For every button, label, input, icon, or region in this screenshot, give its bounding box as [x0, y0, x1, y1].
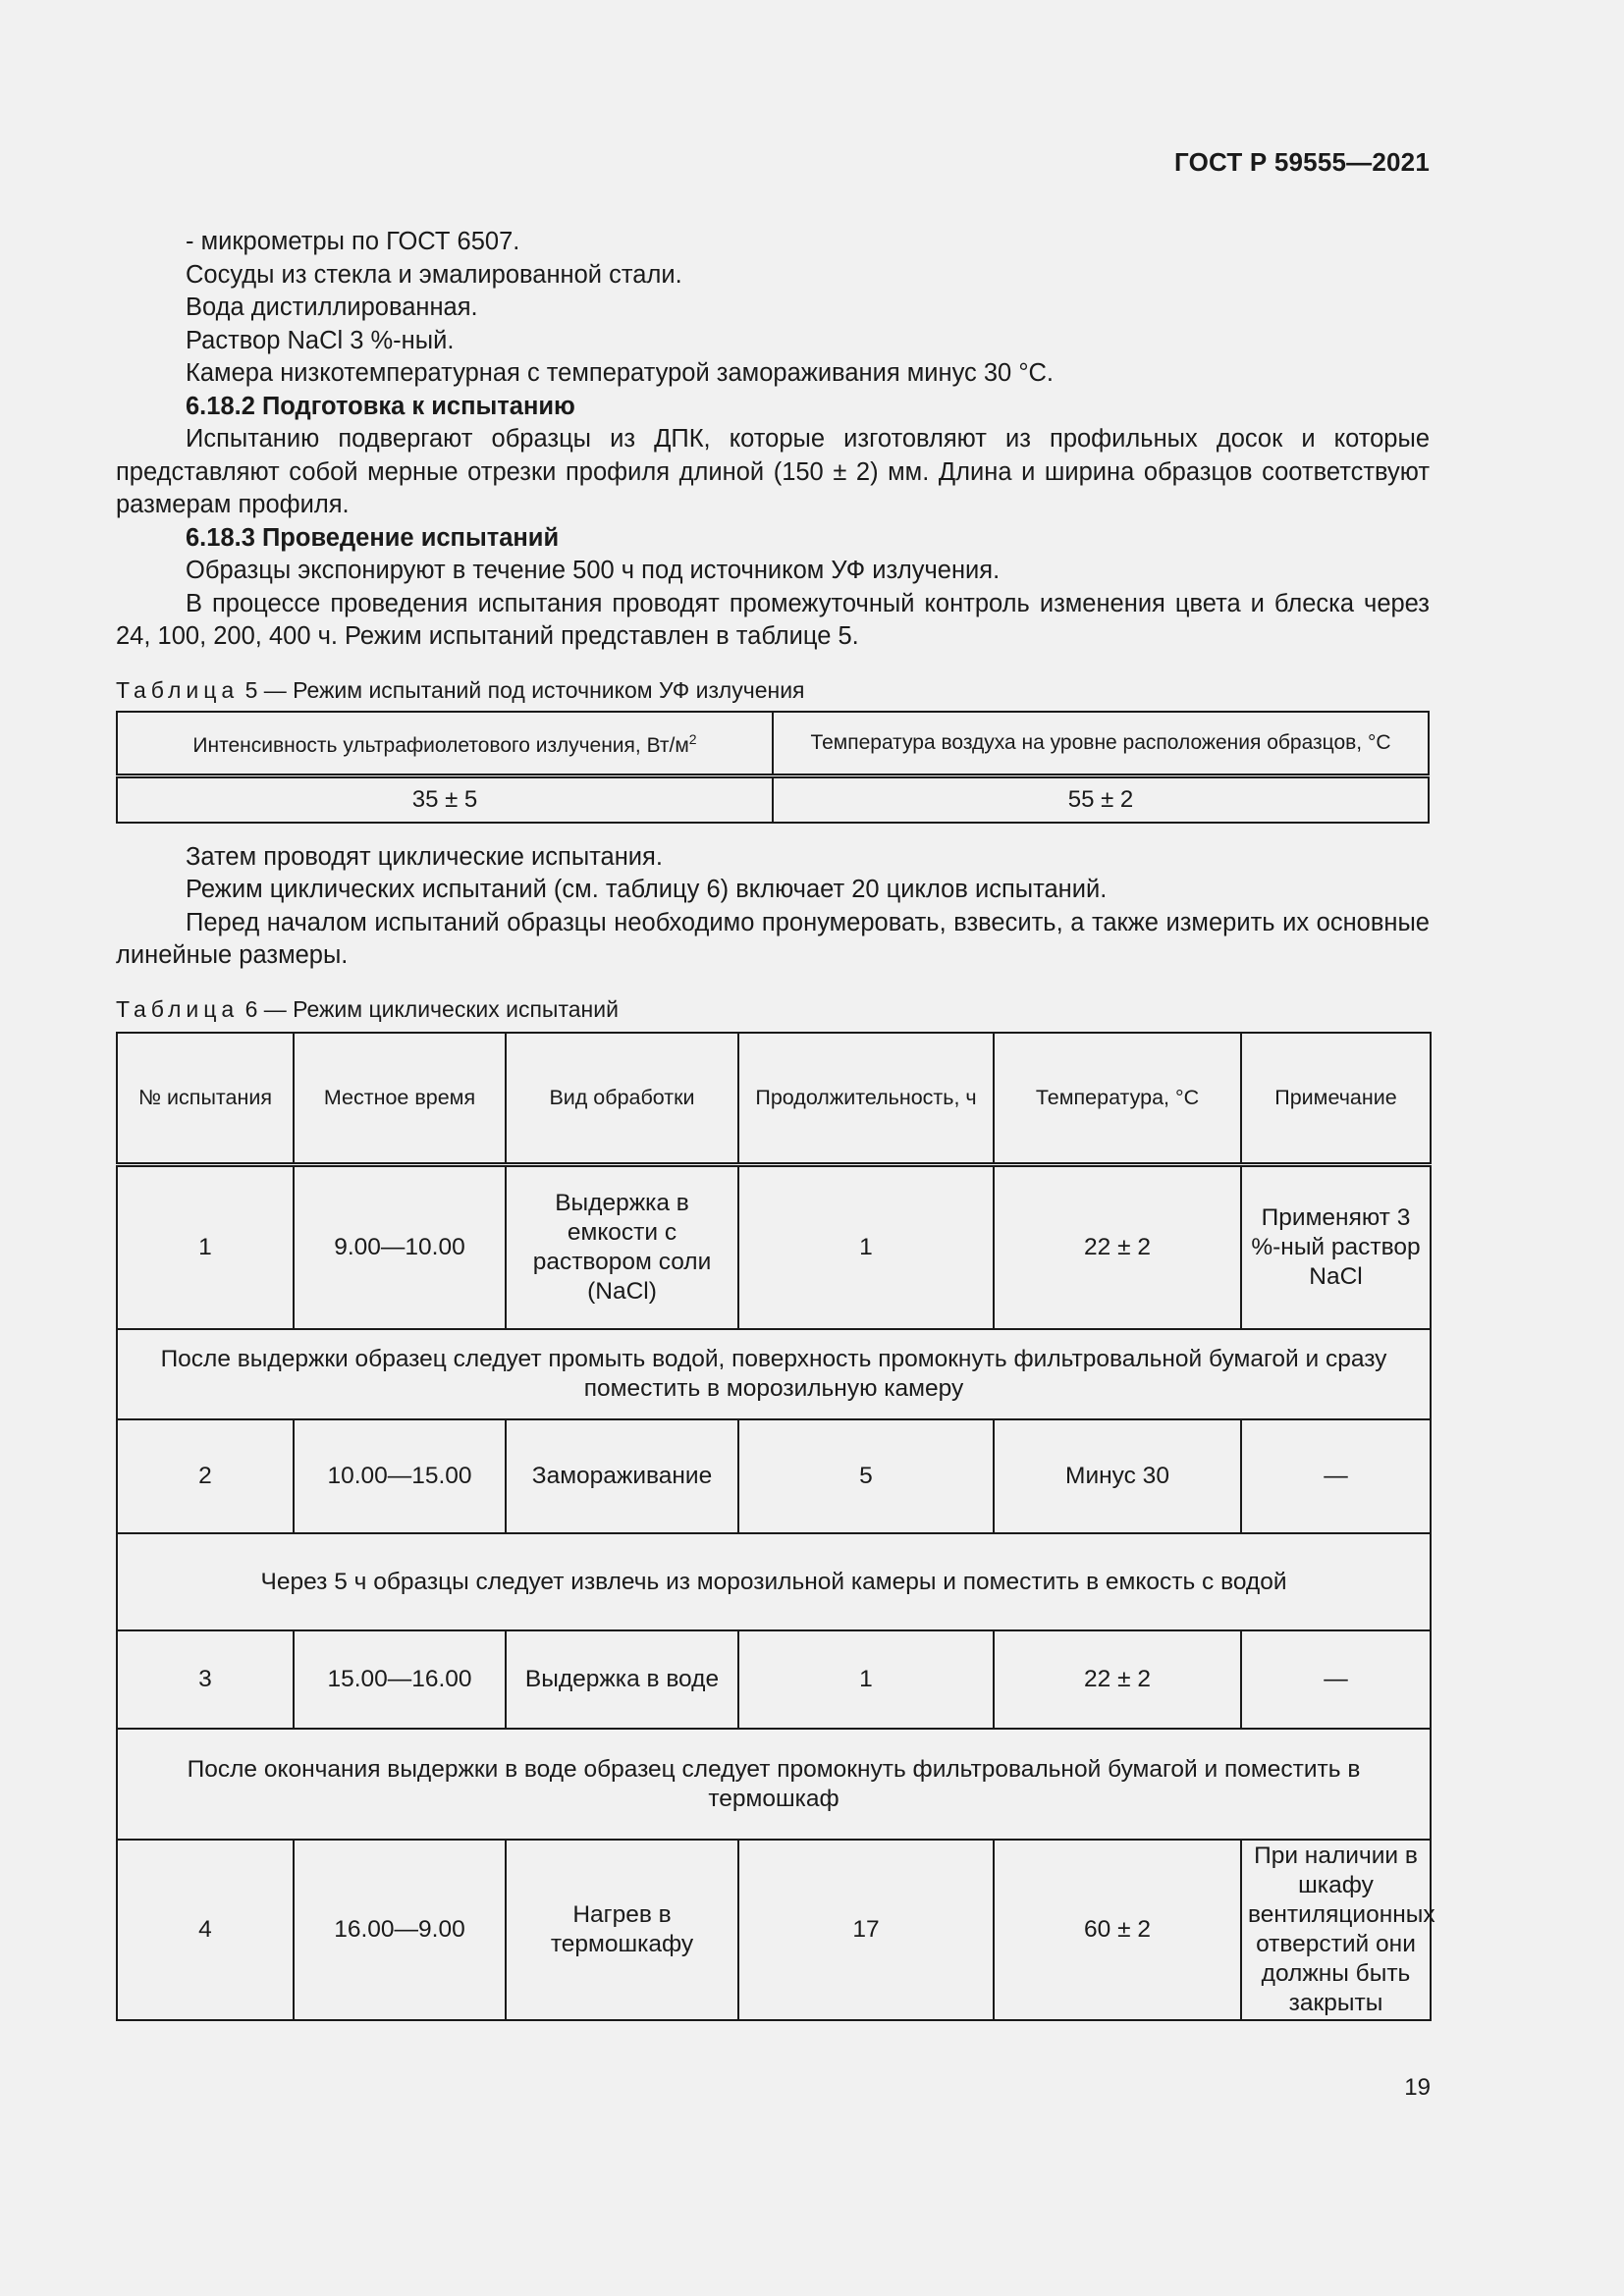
table6-cell: 22 ± 2 — [994, 1164, 1241, 1329]
table6-cell: 2 — [117, 1419, 294, 1533]
table6-header-duration: Продолжительность, ч — [738, 1033, 994, 1165]
table-row — [117, 1419, 1431, 1533]
table-row — [117, 1164, 1431, 1329]
paragraph: Раствор NaCl 3 %-ный. — [186, 326, 455, 354]
table6-cell: Применяют 3 %-ный раствор NaCl — [1241, 1164, 1431, 1329]
table-row — [117, 1329, 1431, 1419]
paragraph: Перед началом испытаний образцы необходимо пронумеровать, взвесить, а также измерить их основные линейные размеры. — [116, 908, 1430, 969]
table6-header-number: № испытания — [117, 1033, 294, 1165]
table6-cell: 1 — [738, 1164, 994, 1329]
table6-header-time: Местное время — [294, 1033, 506, 1165]
table6-cell: 3 — [117, 1630, 294, 1729]
table6-cell: 17 — [738, 1840, 994, 2020]
table6-cell: Нагрев в термошкафу — [506, 1840, 738, 2020]
table6-cell: — — [1241, 1630, 1431, 1729]
table6-header-note: Примечание — [1241, 1033, 1431, 1165]
table6-cell: 4 — [117, 1840, 294, 2020]
table6-cell: 1 — [117, 1164, 294, 1329]
page-number: 19 — [1404, 2074, 1431, 2101]
table5 — [116, 711, 1430, 824]
table6-cell: Минус 30 — [994, 1419, 1241, 1533]
paragraph: Испытанию подвергают образцы из ДПК, которые изготовляют из профильных досок и которые представляют собой мерные отрезки профиля длиной (150 ± 2) мм. Длина и ширина образцов соответствуют размерам профиля. — [116, 425, 1430, 518]
table6-cell: 60 ± 2 — [994, 1840, 1241, 2020]
table5-caption: Таблица 5 — Режим испытаний под источником УФ излучения — [116, 676, 805, 703]
table6-note-row: Через 5 ч образцы следует извлечь из морозильной камеры и поместить в емкость с водой — [117, 1533, 1431, 1630]
paragraph: Сосуды из стекла и эмалированной стали. — [186, 260, 682, 289]
paragraph: - микрометры по ГОСТ 6507. — [186, 228, 520, 255]
table6-cell: 5 — [738, 1419, 994, 1533]
table6-cell: Замораживание — [506, 1419, 738, 1533]
paragraph: Затем проводят циклические испытания. — [186, 842, 663, 871]
table6-note-row: После выдержки образец следует промыть водой, поверхность промокнуть фильтровальной бумагой и сразу поместить в морозильную камеру — [117, 1329, 1431, 1419]
table6-cell: Выдержка в воде — [506, 1630, 738, 1729]
table-row — [117, 1533, 1431, 1630]
table5-header-temperature: Температура воздуха на уровне расположения образцов, °С — [773, 712, 1429, 776]
table6-cell: Выдержка в емкости с раствором соли (NaCl) — [506, 1164, 738, 1329]
table6-cell: 9.00—10.00 — [294, 1164, 506, 1329]
section-heading-6-18-3: 6.18.3 Проведение испытаний — [186, 523, 560, 552]
table6-caption: Таблица 6 — Режим циклических испытаний — [116, 995, 619, 1022]
paragraph: Режим циклических испытаний (см. таблицу 6) включает 20 циклов испытаний. — [186, 876, 1108, 903]
table6-note-row: После окончания выдержки в воде образец следует промокнуть фильтровальной бумагой и поместить в термошкаф — [117, 1729, 1431, 1840]
table6-cell: 22 ± 2 — [994, 1630, 1241, 1729]
table-row — [117, 1729, 1431, 1840]
table5-header-intensity: Интенсивность ультрафиолетового излучения, $Вт/м^2$ — [117, 712, 773, 776]
table6-header-type: Вид обработки — [506, 1033, 738, 1165]
table6-cell: 1 — [738, 1630, 994, 1729]
paragraph: Камера низкотемпературная с температурой замораживания минус 30 °С. — [186, 359, 1055, 387]
table6-cell: При наличии в шкафу вентиляционных отверстий они должны быть закрыты — [1241, 1840, 1431, 2020]
table6-cell: 10.00—15.00 — [294, 1419, 506, 1533]
paragraph: Образцы экспонируют в течение 500 ч под источником УФ излучения. — [186, 557, 1001, 584]
paragraph: В процессе проведения испытания проводят промежуточный контроль изменения цвета и блеска через 24, 100, 200, 400 ч. Режим испытаний представлен в таблице 5. — [116, 589, 1430, 650]
section-heading-6-18-2: 6.18.2 Подготовка к испытанию — [186, 392, 575, 420]
table6 — [116, 1032, 1435, 2022]
page-content — [116, 226, 1435, 2021]
table6-cell: 16.00—9.00 — [294, 1840, 506, 2020]
table-row — [117, 1840, 1431, 2020]
table5-cell: 35 ± 5 — [117, 775, 773, 823]
table6-header-temperature: Температура, °С — [994, 1033, 1241, 1165]
table5-cell: 55 ± 2 — [773, 775, 1429, 823]
paragraph: Вода дистиллированная. — [186, 294, 478, 321]
table-row — [117, 1630, 1431, 1729]
table6-cell: 15.00—16.00 — [294, 1630, 506, 1729]
table6-cell: — — [1241, 1419, 1431, 1533]
document-code: ГОСТ Р 59555—2021 — [1174, 147, 1430, 177]
